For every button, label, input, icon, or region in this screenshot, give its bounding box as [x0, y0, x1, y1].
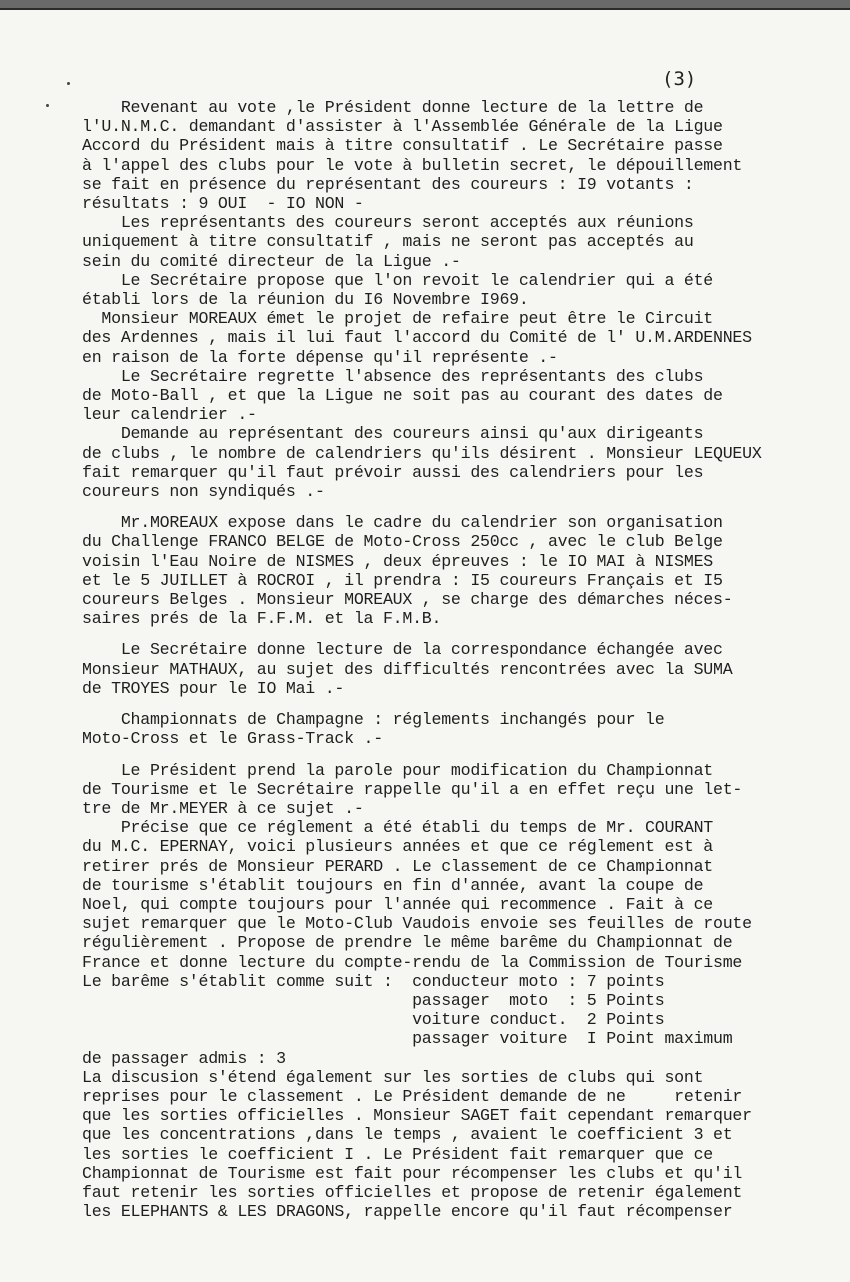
text-line: Les représentants des coureurs seront acceptés aux réunions	[82, 213, 694, 233]
paragraph-gap	[82, 628, 802, 640]
text-line: Le barême s'établit comme suit : conducteur moto : 7 points	[82, 971, 665, 991]
text-line: reprises pour le classement . Le Président demande de ne retenir	[82, 1086, 743, 1106]
text-line: établi lors de la réunion du I6 Novembre I969.	[82, 290, 529, 310]
text-line: Demande au représentant des coureurs ainsi qu'aux dirigeants	[82, 424, 704, 444]
text-line: Revenant au vote ,le Président donne lecture de la lettre de	[82, 98, 704, 117]
text-line: du M.C. EPERNAY, voici plusieurs années et que ce réglement est à	[82, 837, 714, 857]
text-line: voisin l'Eau Noire de NISMES , deux épreuves : le IO MAI à NISMES	[82, 551, 714, 571]
document-page	[0, 8, 850, 1282]
text-line: voiture conduct. 2 Points	[82, 1010, 665, 1030]
text-line: régulièrement . Propose de prendre le même barême du Championnat de	[82, 933, 733, 953]
text-line: que les sorties officielles . Monsieur SAGET fait cependant remarquer	[82, 1106, 752, 1126]
text-line: résultats : 9 OUI - IO NON -	[82, 194, 364, 214]
document-body	[82, 98, 802, 1221]
text-line: passager voiture I Point maximum	[82, 1029, 733, 1049]
text-line: fait remarquer qu'il faut prévoir aussi des calendriers pour les	[82, 462, 704, 482]
text-line: retirer prés de Monsieur PERARD . Le classement de ce Championnat	[82, 856, 714, 876]
text-line: passager moto : 5 Points	[82, 990, 665, 1010]
text-line: Le Secrétaire propose que l'on revoit le calendrier qui a été	[82, 270, 714, 290]
text-line: coureurs Belges . Monsieur MOREAUX , se charge des démarches néces-	[82, 590, 733, 610]
text-line: les sorties le coefficient I . Le Président fait remarquer que ce	[82, 1144, 714, 1164]
text-line: leur calendrier .-	[82, 405, 257, 425]
text-line: que les concentrations ,dans le temps , avaient le coefficient 3 et	[82, 1125, 733, 1145]
text-line: Monsieur MOREAUX émet le projet de refaire peut être le Circuit	[82, 309, 714, 329]
text-line: des Ardennes , mais il lui faut l'accord du Comité de l' U.M.ARDENNES	[82, 328, 752, 348]
text-line: uniquement à titre consultatif , mais ne seront pas acceptés au	[82, 232, 694, 252]
text-line: Championnats de Champagne : réglements inchangés pour le	[82, 710, 665, 730]
ink-speck	[67, 82, 70, 85]
text-line: Championnat de Tourisme est fait pour récompenser les clubs et qu'il	[82, 1163, 743, 1183]
text-line: Le Secrétaire regrette l'absence des représentants des clubs	[82, 366, 704, 386]
text-line: sujet remarquer que le Moto-Club Vaudois envoie ses feuilles de route	[82, 914, 752, 934]
text-line: Accord du Président mais à titre consultatif . Le Secrétaire passe	[82, 136, 723, 156]
text-line: Monsieur MATHAUX, au sujet des difficultés rencontrées avec la SUMA	[82, 659, 733, 679]
text-line: Précise que ce réglement a été établi du temps de Mr. COURANT	[82, 818, 714, 838]
text-line: de Tourisme et le Secrétaire rappelle qu'il a en effet reçu une let-	[82, 779, 743, 799]
paragraph-gap	[82, 501, 802, 513]
text-line: Le Président prend la parole pour modification du Championnat	[82, 760, 714, 780]
paragraph-gap	[82, 749, 802, 761]
text-line: Noel, qui compte toujours pour l'année qui recommence . Fait à ce	[82, 894, 714, 914]
text-line: saires prés de la F.F.M. et la F.M.B.	[82, 609, 442, 629]
text-line: coureurs non syndiqués .-	[82, 482, 325, 502]
text-line: Mr.MOREAUX expose dans le cadre du calendrier son organisation	[82, 513, 723, 533]
text-line: sein du comité directeur de la Ligue .-	[82, 251, 461, 271]
text-line: de Moto-Ball , et que la Ligue ne soit pas au courant des dates de	[82, 386, 723, 406]
text-line: de clubs , le nombre de calendriers qu'ils désirent . Monsieur LEQUEUX	[82, 443, 762, 463]
text-line: les ELEPHANTS & LES DRAGONS, rappelle encore qu'il faut récompenser	[82, 1202, 733, 1222]
text-line: tre de Mr.MEYER à ce sujet .-	[82, 798, 364, 818]
text-line: du Challenge FRANCO BELGE de Moto-Cross 250cc , avec le club Belge	[82, 532, 723, 552]
text-line: en raison de la forte dépense qu'il représente .-	[82, 347, 558, 367]
text-line: à l'appel des clubs pour le vote à bulletin secret, le dépouillement	[82, 155, 743, 175]
text-line: l'U.N.M.C. demandant d'assister à l'Assemblée Générale de la Ligue	[82, 117, 723, 137]
ink-speck	[46, 104, 49, 107]
text-line: La discusion s'étend également sur les sorties de clubs qui sont	[82, 1067, 704, 1087]
text-line: de passager admis : 3	[82, 1048, 286, 1068]
page-number: (3)	[662, 68, 697, 90]
text-line: de TROYES pour le IO Mai .-	[82, 678, 345, 698]
text-line: et le 5 JUILLET à ROCROI , il prendra : I5 coureurs Français et I5	[82, 570, 723, 590]
text-line: France et donne lecture du compte-rendu de la Commission de Tourisme	[82, 952, 743, 972]
text-line: faut retenir les sorties officielles et propose de retenir également	[82, 1182, 743, 1202]
text-line: se fait en présence du représentant des coureurs : I9 votants :	[82, 174, 694, 194]
text-line: de tourisme s'établit toujours en fin d'année, avant la coupe de	[82, 875, 704, 895]
text-line: Le Secrétaire donne lecture de la correspondance échangée avec	[82, 640, 723, 660]
text-line: Moto-Cross et le Grass-Track .-	[82, 729, 383, 749]
paragraph-gap	[82, 698, 802, 710]
